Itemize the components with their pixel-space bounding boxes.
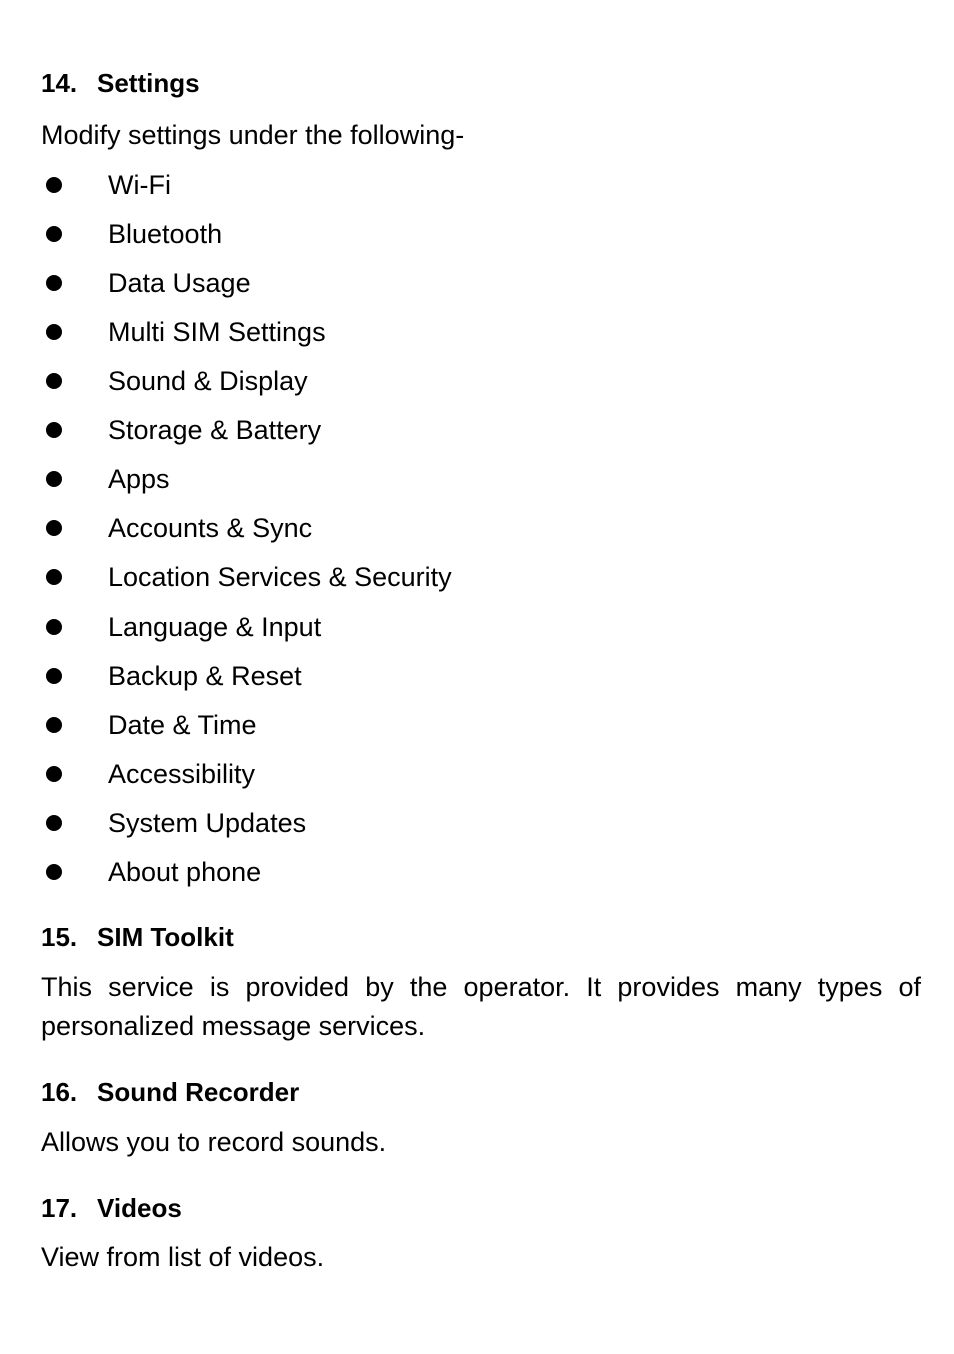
list-item bbox=[41, 413, 921, 447]
list-item bbox=[41, 659, 921, 693]
section-number: 16. bbox=[41, 1077, 78, 1107]
bullet-icon bbox=[46, 668, 62, 684]
section-number: 14. bbox=[41, 68, 78, 98]
list-item-label: About phone bbox=[108, 857, 262, 887]
list-item bbox=[41, 364, 921, 398]
section-title: SIM Toolkit bbox=[97, 922, 234, 952]
list-item bbox=[41, 168, 921, 202]
section-number: 15. bbox=[41, 922, 78, 952]
bullet-icon bbox=[46, 520, 62, 536]
list-item bbox=[41, 610, 921, 644]
bullet-icon bbox=[46, 226, 62, 242]
list-item-label: Wi-Fi bbox=[108, 170, 171, 200]
bullet-icon bbox=[46, 619, 62, 635]
list-item-label: Storage & Battery bbox=[108, 415, 322, 445]
bullet-icon bbox=[46, 275, 62, 291]
bullet-icon bbox=[46, 324, 62, 340]
list-item-label: Sound & Display bbox=[108, 366, 308, 396]
list-item-label: Bluetooth bbox=[108, 219, 223, 249]
bullet-icon bbox=[46, 864, 62, 880]
list-item-label: Backup & Reset bbox=[108, 661, 302, 691]
bullet-icon bbox=[46, 422, 62, 438]
list-item-label: Accessibility bbox=[108, 759, 256, 789]
list-item bbox=[41, 266, 921, 300]
list-item-label: Date & Time bbox=[108, 710, 257, 740]
list-item bbox=[41, 757, 921, 791]
settings-intro: Modify settings under the following- bbox=[41, 120, 465, 150]
section-heading-sim-toolkit bbox=[41, 922, 234, 952]
bullet-icon bbox=[46, 373, 62, 389]
bullet-icon bbox=[46, 471, 62, 487]
list-item bbox=[41, 462, 921, 496]
section-heading-sound-recorder bbox=[41, 1077, 299, 1107]
sound-recorder-description: Allows you to record sounds. bbox=[41, 1127, 387, 1157]
section-title: Videos bbox=[97, 1193, 182, 1223]
list-item-label: Data Usage bbox=[108, 268, 251, 298]
section-title: Sound Recorder bbox=[97, 1077, 300, 1107]
list-item-label: Language & Input bbox=[108, 612, 322, 642]
bullet-icon bbox=[46, 569, 62, 585]
list-item-label: Multi SIM Settings bbox=[108, 317, 326, 347]
videos-description: View from list of videos. bbox=[41, 1242, 325, 1272]
list-item-label: Accounts & Sync bbox=[108, 513, 313, 543]
bullet-icon bbox=[46, 815, 62, 831]
list-item bbox=[41, 855, 921, 889]
list-item bbox=[41, 708, 921, 742]
list-item-label: Location Services & Security bbox=[108, 562, 452, 592]
section-heading-videos bbox=[41, 1193, 182, 1223]
section-title: Settings bbox=[97, 68, 200, 98]
bullet-icon bbox=[46, 717, 62, 733]
list-item-label: System Updates bbox=[108, 808, 307, 838]
bullet-icon bbox=[46, 766, 62, 782]
list-item bbox=[41, 806, 921, 840]
list-item bbox=[41, 217, 921, 251]
sim-toolkit-description: This service is provided by the operator. It provides many types of personalized message services. bbox=[41, 972, 921, 1041]
bullet-icon bbox=[46, 177, 62, 193]
section-heading-settings bbox=[41, 68, 200, 98]
list-item bbox=[41, 511, 921, 545]
section-number: 17. bbox=[41, 1193, 78, 1223]
list-item bbox=[41, 315, 921, 349]
list-item-label: Apps bbox=[108, 464, 170, 494]
list-item bbox=[41, 560, 921, 594]
